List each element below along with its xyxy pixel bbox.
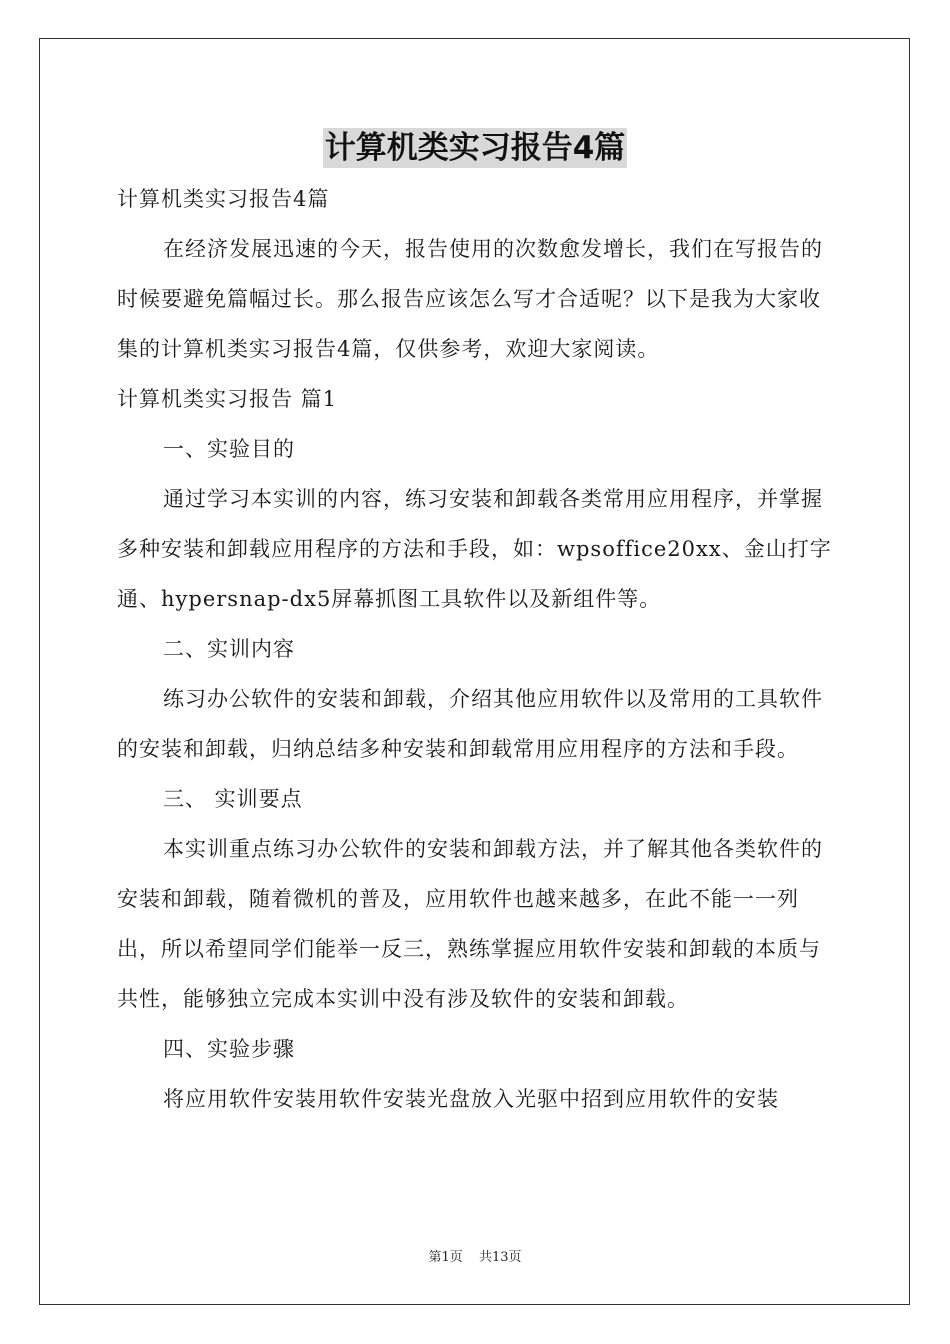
section-heading: 二、实训内容 — [163, 637, 295, 661]
paragraph: 通过学习本实训的内容，练习安装和卸载各类常用应用程序，并掌握多种安装和卸载应用程序的方法和手段，如：wpsoffice20xx、金山打字通、hypersnap-dx5屏幕抓图工具软件以及新组件等。 — [117, 487, 832, 611]
title-container — [0, 128, 950, 168]
section-heading: 计算机类实习报告 篇1 — [117, 387, 338, 411]
document-body — [117, 174, 837, 1124]
page-number: 第1页 — [428, 1250, 463, 1265]
paragraph: 在经济发展迅速的今天，报告使用的次数愈发增长，我们在写报告的时候要避免篇幅过长。那么报告应该怎么写才合适呢？以下是我为大家收集的计算机类实习报告4篇，仅供参考，欢迎大家阅读。 — [117, 237, 823, 361]
section-heading: 一、实验目的 — [163, 437, 295, 461]
document-title: 计算机类实习报告4篇 — [324, 130, 626, 166]
paragraph: 计算机类实习报告4篇 — [117, 187, 330, 211]
paragraph: 练习办公软件的安装和卸载，介绍其他应用软件以及常用的工具软件的安装和卸载，归纳总结多种安装和卸载常用应用程序的方法和手段。 — [117, 687, 823, 761]
page-total: 共13页 — [478, 1250, 522, 1265]
section-heading: 四、实验步骤 — [163, 1037, 295, 1061]
paragraph: 将应用软件安装用软件安装光盘放入光驱中招到应用软件的安装 — [163, 1087, 779, 1111]
paragraph: 本实训重点练习办公软件的安装和卸载方法，并了解其他各类软件的安装和卸载，随着微机的普及，应用软件也越来越多，在此不能一一列出，所以希望同学们能举一反三，熟练掌握应用软件安装和卸载的本质与共性，能够独立完成本实训中没有涉及软件的安装和卸载。 — [117, 837, 823, 1011]
section-heading: 三、 实训要点 — [163, 787, 303, 811]
page-footer — [0, 1246, 950, 1265]
